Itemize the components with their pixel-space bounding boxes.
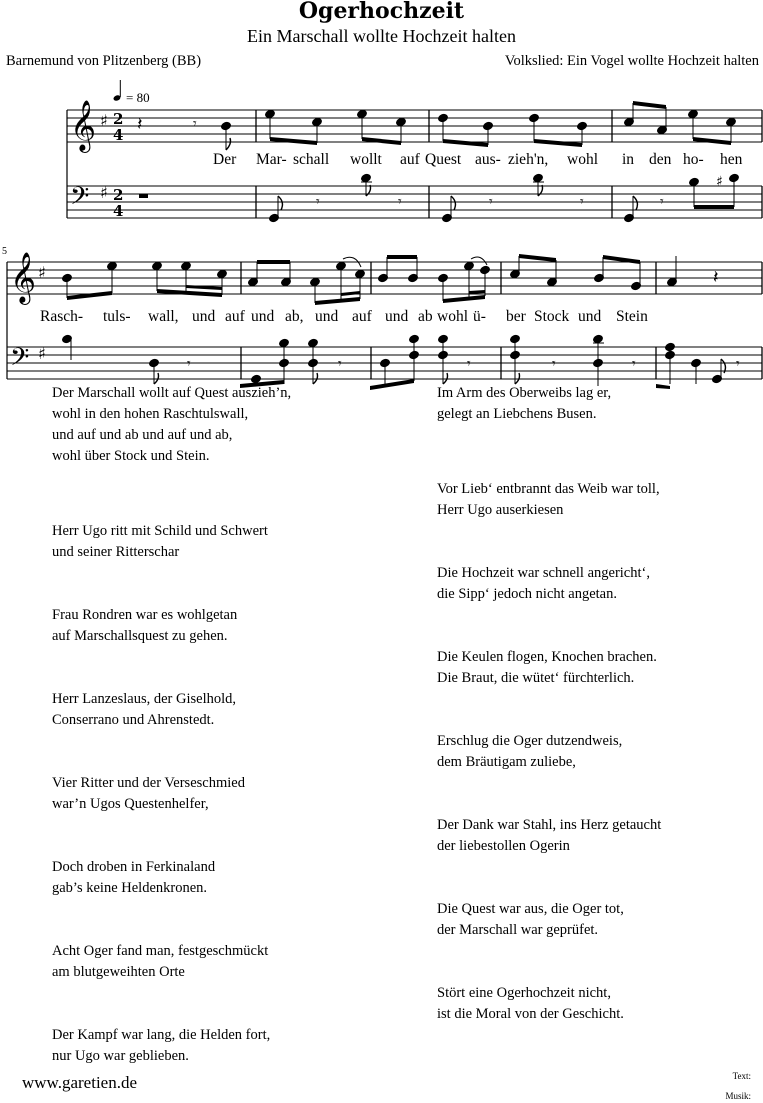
composer-credit: Volkslied: Ein Vogel wollte Hochzeit halten [504, 53, 759, 69]
lyric-syllable: auf [400, 151, 420, 168]
bar-number: 5 [2, 246, 7, 257]
poet-credit: Barnemund von Plitzenberg (BB) [6, 53, 202, 69]
svg-text:𝄾: 𝄾 [316, 194, 320, 210]
verse [52, 383, 291, 467]
verse-line: Vor Lieb‘ entbrannt das Weib war toll, [437, 481, 660, 497]
verse-line: Conserrano und Ahrenstedt. [52, 712, 215, 728]
verse [52, 941, 268, 983]
sharp-icon: ♯ [100, 111, 108, 130]
verse-line: am blutgeweihten Orte [52, 964, 185, 980]
website-link[interactable]: www.garetien.de [22, 1073, 138, 1092]
lyric-syllable: Der [213, 151, 237, 168]
lyric-syllable: und [315, 308, 339, 325]
lyric-syllable: wollt [350, 151, 382, 168]
verse [437, 479, 660, 521]
svg-text:𝄾: 𝄾 [660, 194, 664, 210]
svg-text:𝄾: 𝄾 [187, 356, 191, 372]
lyric-syllable: hen [720, 151, 743, 168]
treble-clef-icon: 𝄞 [70, 100, 97, 151]
verse-line: und seiner Ritterschar [52, 544, 180, 560]
verse-line: Frau Rondren war es wohlgetan [52, 607, 238, 623]
svg-text:𝄾: 𝄾 [467, 356, 471, 372]
tempo-marking: = 80 [126, 90, 150, 105]
verse-line: Vier Ritter und der Verseschmied [52, 775, 245, 791]
lyric-syllable: ab, [285, 308, 304, 325]
verse-line: dem Bräutigam zuliebe, [437, 754, 576, 770]
lyric-syllable: Rasch- [40, 308, 84, 325]
lyric-syllable: Stein [616, 308, 648, 325]
lyric-syllable: auf [225, 308, 245, 325]
bass-staff-1 [67, 186, 762, 218]
verse-line: gab’s keine Heldenkronen. [52, 880, 208, 896]
verse-line: Erschlug die Oger dutzendweis, [437, 733, 623, 749]
lyric-syllable: ab [418, 308, 433, 325]
verse-line: Im Arm des Oberweibs lag er, [437, 385, 612, 401]
lyric-syllable: wohl [567, 151, 598, 168]
lyric-syllable: Mar- [256, 151, 287, 168]
verse-line: Acht Oger fand man, festgeschmückt [52, 943, 269, 959]
lyric-syllable: und [578, 308, 602, 325]
verse-line: Der Marschall wollt auf Quest auszieh’n, [52, 385, 292, 401]
verse-line: Doch droben in Ferkinaland [52, 859, 216, 875]
verse [437, 815, 661, 857]
lyric-syllable: auf [352, 308, 372, 325]
lyric-syllable: wall, [148, 308, 179, 325]
verse [52, 521, 268, 563]
lyric-syllable: ber [506, 308, 526, 325]
time-sig-num: 2 [113, 110, 124, 128]
svg-text:𝄾: 𝄾 [632, 356, 636, 372]
text-credit-label: Text: [732, 1071, 751, 1081]
time-sig-den: 4 [113, 126, 124, 144]
lyric-syllable: und [385, 308, 409, 325]
bass-clef-icon: 𝄢 [10, 343, 30, 378]
verse-line: Stört eine Ogerhochzeit nicht, [437, 985, 611, 1001]
svg-text:𝄾: 𝄾 [489, 194, 493, 210]
verse [437, 563, 650, 605]
verse-line: und auf und ab und auf und ab, [52, 427, 233, 443]
song-subtitle: Ein Marschall wollte Hochzeit halten [247, 26, 516, 46]
music-credit-label: Musik: [725, 1091, 751, 1101]
verse-line: Die Keulen flogen, Knochen brachen. [437, 649, 657, 665]
svg-text:𝄾: 𝄾 [193, 116, 197, 132]
lyric-syllable: schall [293, 151, 330, 168]
sharp-icon: ♯ [100, 183, 108, 202]
verse-line: Herr Ugo auserkiesen [437, 502, 564, 518]
bass-notes-2 [61, 334, 740, 390]
lyric-syllable: und [192, 308, 216, 325]
svg-text:𝄾: 𝄾 [552, 356, 556, 372]
verse [437, 647, 657, 689]
verse [52, 857, 215, 899]
sharp-icon: ♯ [38, 263, 46, 282]
svg-text:𝄽: 𝄽 [713, 267, 719, 288]
lyric-syllable: den [649, 151, 672, 168]
lyric-syllable: in [622, 151, 635, 168]
verse [52, 605, 237, 647]
verse-line: ist die Moral von der Geschicht. [437, 1006, 624, 1022]
svg-text:𝄾: 𝄾 [338, 356, 342, 372]
verse-line: Die Hochzeit war schnell angericht‘, [437, 565, 650, 581]
verse [437, 383, 611, 425]
lyric-syllable: ho- [683, 151, 704, 168]
verse [52, 689, 236, 731]
verse-line: der liebestollen Ogerin [437, 838, 570, 854]
svg-text:𝄾: 𝄾 [398, 194, 402, 210]
verse-line: wohl über Stock und Stein. [52, 448, 210, 464]
verse-line: Herr Lanzeslaus, der Giselhold, [52, 691, 237, 707]
lyrics-system-2 [40, 308, 648, 325]
svg-text:𝄾: 𝄾 [580, 194, 584, 210]
verse-line: der Marschall war geprüfet. [437, 922, 599, 938]
verse [437, 899, 624, 941]
svg-text:𝄽: 𝄽 [137, 114, 143, 135]
svg-text:4: 4 [113, 202, 124, 220]
lyric-syllable: und [251, 308, 275, 325]
verse-line: Die Quest war aus, die Oger tot, [437, 901, 624, 917]
lyric-syllable: aus- [475, 151, 501, 168]
verse-line: gelegt an Liebchens Busen. [437, 406, 597, 422]
verse-line: Herr Ugo ritt mit Schild und Schwert [52, 523, 268, 539]
verse-line: die Sipp‘ jedoch nicht angetan. [437, 586, 617, 602]
bass-clef-icon: 𝄢 [70, 182, 90, 217]
lyric-syllable: Stock [534, 308, 570, 325]
bass-notes-1 [139, 173, 740, 223]
lyric-syllable: zieh'n, [508, 151, 549, 168]
verse-line: wohl in den hohen Raschtulswall, [52, 406, 249, 422]
music-score [0, 0, 763, 390]
verse [52, 773, 245, 815]
verse-line: auf Marschallsquest zu gehen. [52, 628, 228, 644]
lyric-syllable: tuls- [103, 308, 131, 325]
verse [52, 1025, 270, 1067]
treble-staff-1 [67, 110, 762, 142]
svg-text:♯: ♯ [716, 174, 723, 190]
lyrics-system-1 [213, 151, 743, 168]
song-title: Ogerhochzeit [298, 0, 465, 24]
verse-line: nur Ugo war geblieben. [52, 1048, 189, 1064]
lyric-syllable: ü- [473, 308, 486, 325]
verse-line: Die Braut, die wütet‘ fürchterlich. [437, 670, 635, 686]
verse [437, 731, 622, 773]
lyric-syllable: wohl [437, 308, 468, 325]
svg-text:𝄾: 𝄾 [736, 356, 740, 372]
sharp-icon: ♯ [38, 344, 46, 363]
verse [437, 983, 624, 1025]
treble-clef-icon: 𝄞 [10, 252, 37, 303]
lyric-syllable: Quest [425, 151, 462, 168]
svg-text:2: 2 [113, 186, 124, 204]
verse-line: war’n Ugos Questenhelfer, [52, 796, 209, 812]
verse-line: Der Dank war Stahl, ins Herz getaucht [437, 817, 662, 833]
verse-line: Der Kampf war lang, die Helden fort, [52, 1027, 271, 1043]
